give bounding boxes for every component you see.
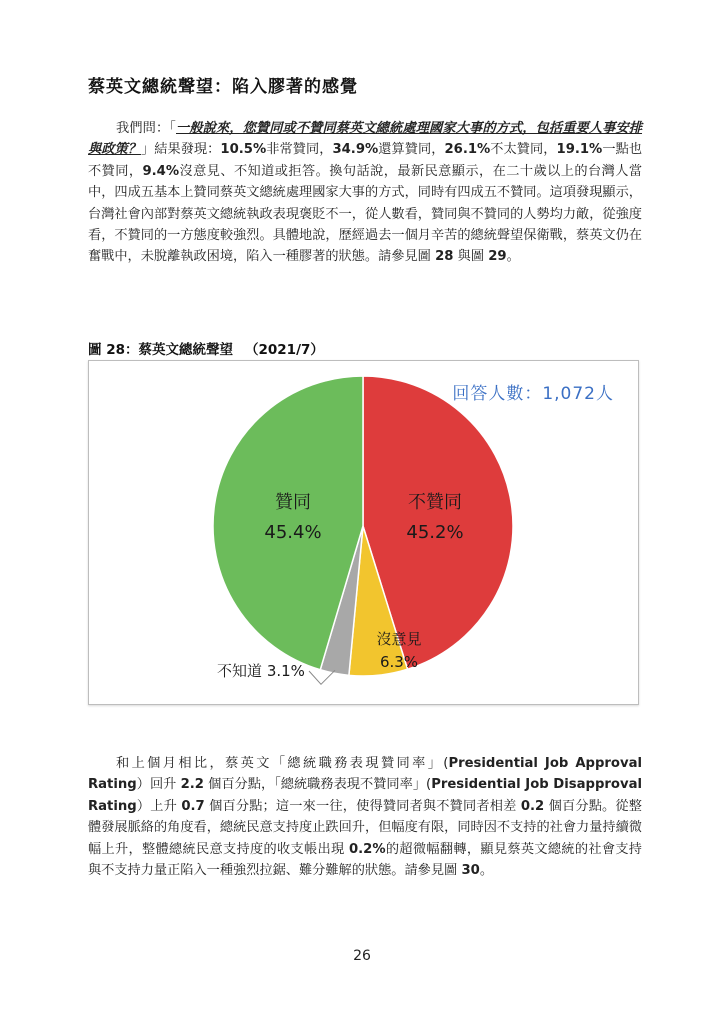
respondent-count: 回答人數：1,072人 [452, 384, 614, 404]
text: ）回升 [136, 777, 181, 793]
text: 的超微幅翻轉，顯見蔡英文總統的社會支持與不支持力量正陷入一種強烈拉鋸、難分難解的狀態。請參見圖 [88, 841, 642, 879]
text: 個百分點；這一來一往，使得贊同者與不贊同者相差 [204, 798, 521, 814]
stat-value: 0.2% [348, 841, 386, 857]
text: 非常贊同， [266, 142, 333, 158]
stat-value: 34.9% [332, 142, 379, 158]
figure-ref: 29 [488, 249, 507, 265]
slice-category-label: 沒意見 [376, 630, 422, 648]
text: 與圖 [453, 249, 489, 265]
figure-date: （2021/7） [245, 342, 324, 358]
figure-caption [88, 338, 324, 358]
figure-ref: 28 [435, 249, 454, 265]
stat-value: 0.2 [520, 798, 545, 814]
slice-value-label: 6.3% [379, 653, 419, 671]
text: 和上個月相比，蔡英文「總統職務表現贊同率」( [116, 756, 449, 771]
slice-label-3-1-: 不知道 3.1% [217, 662, 305, 680]
english-term: Presidential Job Approval Rating [88, 756, 642, 793]
stat-value: 2.2 [180, 777, 204, 793]
figure-ref: 30 [461, 863, 480, 879]
paragraph-intro [88, 118, 642, 268]
stat-value: 19.1% [556, 142, 603, 158]
paragraph-comparison [88, 753, 642, 881]
stat-value: 0.7 [181, 798, 205, 814]
text: 。 [479, 863, 493, 879]
text: 還算贊同， [378, 142, 445, 158]
text: 沒意見、不知道或拒答。換句話說，最新民意顯示，在二十歲以上的台灣人當中，四成五基本上贊同蔡英文總統處理國家大事的方式，同時有四成五不贊同。這項發現顯示，台灣社會內部對蔡英文總統執政表現褒貶不一，從人數看，贊同與不贊同的人勢均力敵，從強度看，不贊同的一方態度較強烈。具體地說，歷經過去一個月辛苦的總統聲望保衛戰，蔡英文仍在奮戰中，未脫離執政困境，陷入一種膠著的狀態。請參見圖 [88, 163, 643, 265]
pie-chart [88, 360, 639, 705]
figure-label: 圖 28：蔡英文總統聲望 [88, 342, 233, 358]
text: 個百分點。從整體發展脈絡的角度看，總統民意支持度止跌回升，但幅度有限，同時因不支持的社會力量持續微幅上升，整體總統民意支持度的收支帳出現 [88, 798, 642, 857]
section-heading: 蔡英文總統聲望：陷入膠著的感覺 [88, 77, 358, 97]
slice-value-label: 45.2% [406, 522, 464, 543]
pie-chart-svg [89, 361, 638, 704]
text: 」結果發現： [140, 142, 221, 158]
page-number: 26 [353, 948, 371, 964]
text: 個百分點，「總統職務表現不贊同率」( [203, 777, 432, 793]
text: 一點也不贊同， [88, 142, 643, 179]
text: 。 [506, 249, 520, 265]
stat-value: 26.1% [444, 142, 491, 158]
text: 我們問：「 [116, 121, 176, 136]
slice-category-label: 不贊同 [408, 492, 462, 513]
text: 不太贊同， [490, 142, 557, 158]
survey-question: 一般說來，您贊同或不贊同蔡英文總統處理國家大事的方式，包括重要人事安排與政策？ [88, 121, 643, 158]
text: ）上升 [136, 798, 182, 814]
english-term: Presidential Job Disapproval Rating [88, 777, 642, 814]
stat-value: 10.5% [220, 142, 267, 158]
stat-value: 9.4% [142, 163, 180, 179]
slice-category-label: 贊同 [275, 492, 311, 513]
slice-value-label: 45.4% [264, 522, 322, 543]
